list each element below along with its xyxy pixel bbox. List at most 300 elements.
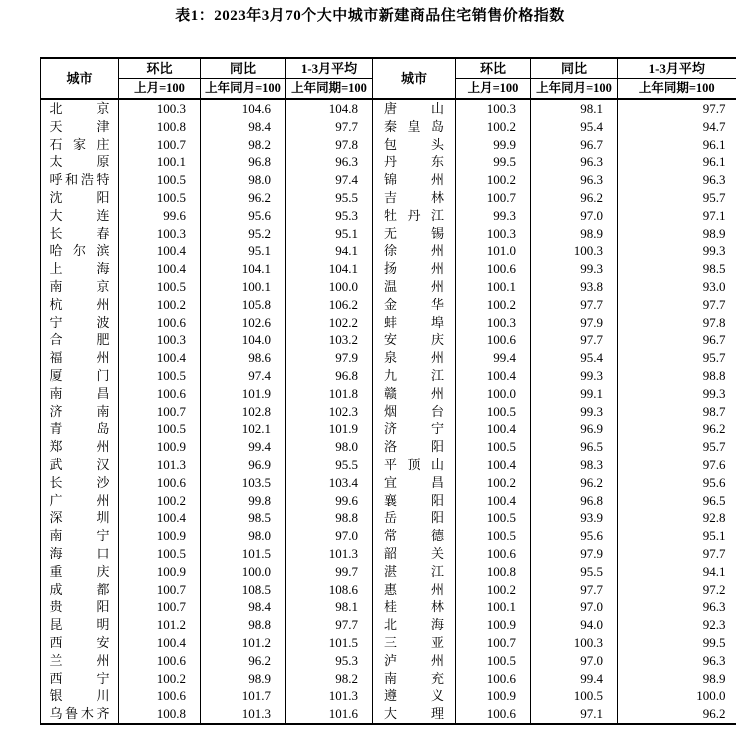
- yoy-cell-left: 95.2: [201, 225, 286, 243]
- yoy-cell-left: 101.2: [201, 634, 286, 652]
- city-cell-right: [373, 652, 456, 670]
- city-cell-right: [373, 136, 456, 154]
- mom-cell-right: 100.8: [456, 563, 531, 581]
- mom-cell-right: 100.3: [456, 314, 531, 332]
- mom-cell-left: 100.6: [119, 314, 201, 332]
- city-cell-left: [41, 260, 119, 278]
- yoy-cell-right: 96.8: [531, 492, 618, 510]
- mom-cell-left: 100.2: [119, 296, 201, 314]
- avg-cell-left: 101.8: [286, 385, 373, 403]
- table-row: [41, 278, 736, 296]
- table-row: [41, 545, 736, 563]
- table-row: [41, 136, 736, 154]
- city-name: 沈阳: [49, 189, 110, 205]
- city-cell-right: [373, 456, 456, 474]
- mom-cell-right: 100.7: [456, 189, 531, 207]
- city-name: 常德: [384, 528, 444, 544]
- header-row-measures: [41, 58, 736, 79]
- city-cell-left: [41, 385, 119, 403]
- table-row: [41, 474, 736, 492]
- city-name: 温州: [384, 278, 444, 294]
- city-name: 无锡: [384, 225, 444, 241]
- city-cell-right: [373, 385, 456, 403]
- yoy-cell-right: 95.5: [531, 563, 618, 581]
- table-row: [41, 563, 736, 581]
- city-name: 银川: [49, 688, 110, 704]
- yoy-cell-right: 99.1: [531, 385, 618, 403]
- mom-cell-left: 100.9: [119, 563, 201, 581]
- mom-cell-right: 100.2: [456, 581, 531, 599]
- mom-cell-right: 100.2: [456, 118, 531, 136]
- yoy-cell-left: 95.6: [201, 207, 286, 225]
- city-name: 西安: [49, 634, 110, 650]
- yoy-cell-left: 105.8: [201, 296, 286, 314]
- mom-cell-right: 100.4: [456, 420, 531, 438]
- avg-cell-right: 97.7: [702, 296, 726, 312]
- mom-cell-left: 100.6: [119, 687, 201, 705]
- city-name: 宜昌: [384, 474, 444, 490]
- city-cell-right: [373, 598, 456, 616]
- yoy-cell-left: 108.5: [201, 581, 286, 599]
- avg-cell-left: 98.2: [286, 670, 373, 688]
- city-cell-right: [373, 545, 456, 563]
- city-cell-right: [373, 118, 456, 136]
- yoy-cell-left: 100.1: [201, 278, 286, 296]
- city-cell-right: [373, 189, 456, 207]
- mom-cell-right: 100.5: [456, 403, 531, 421]
- avg-cell-left: 95.1: [286, 225, 373, 243]
- city-cell-left: [41, 616, 119, 634]
- city-name: 南宁: [49, 528, 110, 544]
- yoy-cell-right: 96.2: [531, 189, 618, 207]
- city-name: 牡丹江: [384, 207, 444, 223]
- city-name: 湛江: [384, 563, 444, 579]
- yoy-cell-right: 97.7: [531, 331, 618, 349]
- city-name: 金华: [384, 296, 444, 312]
- yoy-cell-right: 100.3: [531, 242, 618, 260]
- mom-cell-right: 100.1: [456, 278, 531, 296]
- price-index-table: [40, 57, 736, 725]
- city-cell-right: [373, 349, 456, 367]
- table-row: [41, 652, 736, 670]
- city-name: 泸州: [384, 652, 444, 668]
- yoy-cell-left: 102.6: [201, 314, 286, 332]
- avg-cell-left: 103.2: [286, 331, 373, 349]
- table-row: [41, 331, 736, 349]
- city-name: 成都: [49, 581, 110, 597]
- city-cell-right: [373, 171, 456, 189]
- avg-cell-right: 96.7: [702, 332, 726, 348]
- city-cell-left: [41, 634, 119, 652]
- city-cell-left: [41, 367, 119, 385]
- avg-column-header-left: 1-3月平均: [286, 58, 373, 79]
- mom-cell-right: 100.6: [456, 670, 531, 688]
- city-cell-left: [41, 670, 119, 688]
- yoy-cell-left: 98.4: [201, 598, 286, 616]
- yoy-cell-left: 96.2: [201, 189, 286, 207]
- yoy-column-header-left: 同比: [201, 58, 286, 79]
- city-name: 桂林: [384, 599, 444, 615]
- mom-cell-left: 100.4: [119, 242, 201, 260]
- avg-cell-right: 96.1: [702, 154, 726, 170]
- mom-cell-left: 100.2: [119, 492, 201, 510]
- table-row: [41, 349, 736, 367]
- city-name: 惠州: [384, 581, 444, 597]
- city-name: 重庆: [49, 563, 110, 579]
- mom-cell-right: 100.5: [456, 527, 531, 545]
- city-name: 徐州: [384, 243, 444, 259]
- city-cell-right: [373, 367, 456, 385]
- mom-cell-left: 100.6: [119, 474, 201, 492]
- city-cell-right: [373, 242, 456, 260]
- avg-cell-right: 96.2: [702, 706, 726, 722]
- avg-cell-right: 98.5: [702, 261, 726, 277]
- table-row: [41, 581, 736, 599]
- table-body: [41, 99, 736, 724]
- city-name: 秦皇岛: [384, 118, 444, 134]
- table-row: [41, 687, 736, 705]
- city-name: 广州: [49, 492, 110, 508]
- city-column-header-left: 城市: [41, 58, 119, 99]
- table-row: [41, 242, 736, 260]
- mom-cell-right: 99.5: [456, 153, 531, 171]
- yoy-cell-left: 104.6: [201, 99, 286, 118]
- city-name: 北海: [384, 617, 444, 633]
- avg-base-header-right: 上年同期=100: [618, 79, 736, 100]
- mom-cell-left: 100.7: [119, 598, 201, 616]
- mom-cell-right: 100.6: [456, 705, 531, 724]
- table-row: [41, 420, 736, 438]
- mom-cell-right: 100.4: [456, 492, 531, 510]
- city-cell-right: [373, 705, 456, 724]
- avg-cell-left: 96.8: [286, 367, 373, 385]
- city-cell-right: [373, 670, 456, 688]
- mom-cell-left: 100.9: [119, 438, 201, 456]
- city-cell-right: [373, 278, 456, 296]
- table-row: [41, 260, 736, 278]
- yoy-cell-left: 101.9: [201, 385, 286, 403]
- avg-cell-left: 98.8: [286, 509, 373, 527]
- avg-cell-right: 97.7: [702, 545, 726, 561]
- city-name: 锦州: [384, 172, 444, 188]
- city-cell-left: [41, 705, 119, 724]
- city-name: 杭州: [49, 296, 110, 312]
- city-cell-left: [41, 652, 119, 670]
- yoy-cell-left: 98.6: [201, 349, 286, 367]
- avg-cell-right: 99.3: [702, 243, 726, 259]
- city-cell-left: [41, 207, 119, 225]
- yoy-base-header-right: 上年同月=100: [531, 79, 618, 100]
- city-cell-right: [373, 420, 456, 438]
- mom-cell-left: 100.8: [119, 705, 201, 724]
- city-name: 泉州: [384, 350, 444, 366]
- avg-cell-right: 99.5: [702, 634, 726, 650]
- yoy-cell-left: 103.5: [201, 474, 286, 492]
- mom-cell-left: 101.3: [119, 456, 201, 474]
- city-cell-right: [373, 296, 456, 314]
- city-name: 福州: [49, 350, 110, 366]
- yoy-cell-right: 99.3: [531, 403, 618, 421]
- city-name: 南昌: [49, 385, 110, 401]
- avg-cell-right: 95.7: [702, 439, 726, 455]
- yoy-cell-left: 98.5: [201, 509, 286, 527]
- mom-cell-right: 100.9: [456, 687, 531, 705]
- avg-cell-left: 97.0: [286, 527, 373, 545]
- avg-cell-left: 95.5: [286, 189, 373, 207]
- city-cell-left: [41, 598, 119, 616]
- avg-cell-right: 94.7: [702, 118, 726, 134]
- city-cell-left: [41, 403, 119, 421]
- city-name: 深圳: [49, 510, 110, 526]
- mom-cell-left: 100.5: [119, 367, 201, 385]
- avg-cell-right: 95.6: [702, 474, 726, 490]
- city-name: 长春: [49, 225, 110, 241]
- table-row: [41, 527, 736, 545]
- avg-cell-left: 101.3: [286, 545, 373, 563]
- yoy-cell-left: 101.5: [201, 545, 286, 563]
- city-name: 丹东: [384, 154, 444, 170]
- mom-cell-left: 100.5: [119, 420, 201, 438]
- mom-cell-left: 100.6: [119, 652, 201, 670]
- city-name: 乌鲁木齐: [49, 706, 110, 722]
- city-name: 天津: [49, 118, 110, 134]
- avg-cell-left: 101.5: [286, 634, 373, 652]
- yoy-cell-left: 97.4: [201, 367, 286, 385]
- city-cell-left: [41, 225, 119, 243]
- city-cell-right: [373, 314, 456, 332]
- city-cell-left: [41, 171, 119, 189]
- city-name: 济南: [49, 403, 110, 419]
- avg-cell-right: 100.0: [696, 688, 726, 704]
- avg-cell-left: 97.9: [286, 349, 373, 367]
- yoy-cell-right: 97.1: [531, 705, 618, 724]
- table-row: [41, 438, 736, 456]
- city-cell-right: [373, 99, 456, 118]
- table-row: [41, 385, 736, 403]
- city-cell-left: [41, 474, 119, 492]
- table-row: [41, 118, 736, 136]
- mom-cell-left: 100.5: [119, 171, 201, 189]
- yoy-cell-right: 97.7: [531, 581, 618, 599]
- city-cell-right: [373, 616, 456, 634]
- table-row: [41, 598, 736, 616]
- city-name: 长沙: [49, 474, 110, 490]
- city-name: 南京: [49, 278, 110, 294]
- city-cell-right: [373, 527, 456, 545]
- table-row: [41, 670, 736, 688]
- city-cell-left: [41, 296, 119, 314]
- yoy-cell-right: 93.8: [531, 278, 618, 296]
- mom-cell-left: 99.6: [119, 207, 201, 225]
- city-name: 大连: [49, 207, 110, 223]
- avg-cell-right: 92.3: [702, 617, 726, 633]
- mom-column-header-right: 环比: [456, 58, 531, 79]
- mom-cell-right: 100.7: [456, 634, 531, 652]
- mom-cell-left: 100.7: [119, 403, 201, 421]
- avg-cell-right: 96.3: [702, 652, 726, 668]
- yoy-cell-left: 99.4: [201, 438, 286, 456]
- city-cell-right: [373, 260, 456, 278]
- table-row: [41, 456, 736, 474]
- city-name: 包头: [384, 136, 444, 152]
- avg-cell-left: 102.2: [286, 314, 373, 332]
- avg-cell-right: 98.8: [702, 367, 726, 383]
- mom-cell-right: 100.9: [456, 616, 531, 634]
- table-header: [41, 58, 736, 99]
- city-cell-right: [373, 634, 456, 652]
- mom-cell-right: 100.6: [456, 331, 531, 349]
- avg-cell-left: 97.7: [286, 616, 373, 634]
- table-row: [41, 314, 736, 332]
- city-name: 北京: [49, 101, 110, 116]
- avg-cell-left: 97.7: [286, 118, 373, 136]
- city-cell-right: [373, 153, 456, 171]
- yoy-cell-right: 95.6: [531, 527, 618, 545]
- avg-cell-right: 92.8: [702, 510, 726, 526]
- city-name: 昆明: [49, 617, 110, 633]
- yoy-cell-right: 99.4: [531, 670, 618, 688]
- mom-cell-right: 100.6: [456, 260, 531, 278]
- city-cell-right: [373, 492, 456, 510]
- mom-cell-left: 100.6: [119, 385, 201, 403]
- city-cell-right: [373, 331, 456, 349]
- avg-cell-left: 100.0: [286, 278, 373, 296]
- yoy-cell-left: 100.0: [201, 563, 286, 581]
- city-cell-right: [373, 438, 456, 456]
- table-row: [41, 634, 736, 652]
- avg-cell-right: 99.3: [702, 385, 726, 401]
- city-cell-left: [41, 153, 119, 171]
- city-cell-left: [41, 242, 119, 260]
- avg-cell-left: 95.5: [286, 456, 373, 474]
- city-cell-left: [41, 456, 119, 474]
- mom-cell-left: 100.3: [119, 225, 201, 243]
- yoy-cell-right: 98.3: [531, 456, 618, 474]
- mom-cell-right: 100.5: [456, 438, 531, 456]
- yoy-cell-left: 102.1: [201, 420, 286, 438]
- city-name: 烟台: [384, 403, 444, 419]
- city-cell-left: [41, 99, 119, 118]
- yoy-cell-right: 96.5: [531, 438, 618, 456]
- avg-cell-right: 97.1: [702, 207, 726, 223]
- yoy-cell-right: 97.0: [531, 207, 618, 225]
- avg-cell-left: 96.3: [286, 153, 373, 171]
- mom-cell-right: 99.4: [456, 349, 531, 367]
- city-cell-left: [41, 278, 119, 296]
- city-cell-left: [41, 492, 119, 510]
- mom-cell-right: 101.0: [456, 242, 531, 260]
- mom-base-header-right: 上月=100: [456, 79, 531, 100]
- mom-cell-right: 100.6: [456, 545, 531, 563]
- avg-cell-left: 101.9: [286, 420, 373, 438]
- yoy-cell-left: 102.8: [201, 403, 286, 421]
- avg-cell-right: 96.3: [702, 172, 726, 188]
- mom-cell-left: 100.2: [119, 670, 201, 688]
- avg-cell-left: 104.8: [286, 99, 373, 118]
- yoy-cell-left: 96.9: [201, 456, 286, 474]
- table-row: [41, 189, 736, 207]
- avg-cell-left: 102.3: [286, 403, 373, 421]
- avg-cell-right: 96.5: [702, 492, 726, 508]
- city-cell-left: [41, 509, 119, 527]
- city-name: 石家庄: [49, 136, 110, 152]
- mom-cell-left: 100.1: [119, 153, 201, 171]
- avg-cell-right: 95.1: [702, 528, 726, 544]
- city-name: 西宁: [49, 670, 110, 686]
- yoy-cell-right: 96.9: [531, 420, 618, 438]
- mom-cell-left: 100.7: [119, 136, 201, 154]
- table-row: [41, 99, 736, 118]
- mom-cell-left: 100.5: [119, 278, 201, 296]
- city-cell-left: [41, 118, 119, 136]
- avg-cell-right: 97.2: [702, 581, 726, 597]
- mom-cell-left: 100.4: [119, 349, 201, 367]
- city-cell-left: [41, 189, 119, 207]
- avg-cell-left: 99.6: [286, 492, 373, 510]
- mom-cell-left: 100.5: [119, 189, 201, 207]
- city-cell-left: [41, 527, 119, 545]
- avg-cell-left: 97.8: [286, 136, 373, 154]
- city-cell-left: [41, 136, 119, 154]
- yoy-cell-right: 93.9: [531, 509, 618, 527]
- mom-cell-left: 100.4: [119, 509, 201, 527]
- mom-cell-left: 100.9: [119, 527, 201, 545]
- avg-base-header-left: 上年同期=100: [286, 79, 373, 100]
- avg-cell-left: 98.1: [286, 598, 373, 616]
- city-name: 太原: [49, 154, 110, 170]
- table-row: [41, 509, 736, 527]
- yoy-column-header-right: 同比: [531, 58, 618, 79]
- mom-cell-right: 100.1: [456, 598, 531, 616]
- city-cell-right: [373, 474, 456, 492]
- city-cell-left: [41, 349, 119, 367]
- table-row: [41, 171, 736, 189]
- avg-cell-left: 101.3: [286, 687, 373, 705]
- yoy-cell-right: 94.0: [531, 616, 618, 634]
- avg-cell-left: 97.4: [286, 171, 373, 189]
- city-name: 宁波: [49, 314, 110, 330]
- table-row: [41, 403, 736, 421]
- avg-cell-left: 99.7: [286, 563, 373, 581]
- table-row: [41, 492, 736, 510]
- city-name: 郑州: [49, 439, 110, 455]
- avg-cell-right: 98.9: [702, 225, 726, 241]
- avg-cell-right: 95.7: [702, 189, 726, 205]
- mom-base-header-left: 上月=100: [119, 79, 201, 100]
- yoy-cell-left: 98.0: [201, 171, 286, 189]
- yoy-cell-right: 99.3: [531, 367, 618, 385]
- yoy-cell-left: 96.2: [201, 652, 286, 670]
- table-row: [41, 207, 736, 225]
- yoy-cell-right: 97.0: [531, 652, 618, 670]
- avg-cell-left: 101.6: [286, 705, 373, 724]
- city-cell-left: [41, 314, 119, 332]
- avg-column-header-right: 1-3月平均: [618, 58, 736, 79]
- city-cell-left: [41, 331, 119, 349]
- avg-cell-right: 98.9: [702, 670, 726, 686]
- city-name: 哈尔滨: [49, 243, 110, 259]
- city-cell-left: [41, 438, 119, 456]
- table-row: [41, 616, 736, 634]
- yoy-cell-right: 97.9: [531, 545, 618, 563]
- city-cell-left: [41, 563, 119, 581]
- mom-cell-left: 101.2: [119, 616, 201, 634]
- city-name: 安庆: [384, 332, 444, 348]
- mom-cell-right: 100.5: [456, 509, 531, 527]
- city-name: 洛阳: [384, 439, 444, 455]
- city-cell-right: [373, 225, 456, 243]
- city-name: 扬州: [384, 261, 444, 277]
